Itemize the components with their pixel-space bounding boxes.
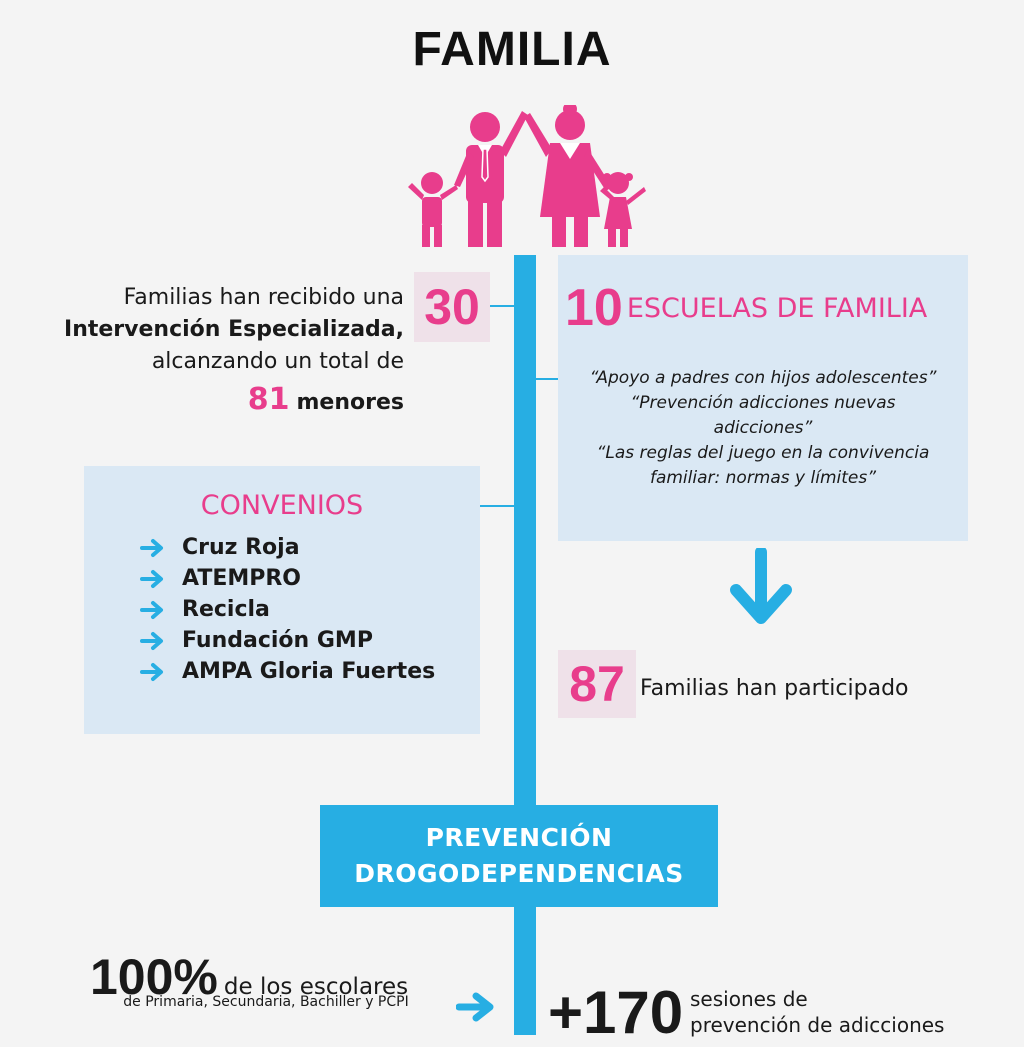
arrow-right-icon <box>140 662 166 682</box>
arrow-right-icon <box>140 631 166 651</box>
escuelas-quote: “Prevención adicciones nuevas <box>630 393 896 413</box>
arrow-right-icon <box>140 569 166 589</box>
prevencion-banner <box>320 805 718 907</box>
escolares-sub: de Primaria, Secundaria, Bachiller y PCPI <box>123 994 409 1010</box>
arrow-right-icon <box>140 538 166 558</box>
sesiones-line2: prevención de adicciones <box>690 1013 945 1037</box>
intervention-line3: alcanzando un total de <box>151 349 404 374</box>
list-item <box>140 625 435 656</box>
escuelas-label: ESCUELAS DE FAMILIA <box>626 292 928 324</box>
escuelas-quote: “Apoyo a padres con hijos adolescentes” <box>589 368 937 388</box>
sesiones-label <box>690 986 944 1038</box>
convenio-name: Fundación GMP <box>182 628 373 653</box>
convenios-list <box>140 532 435 687</box>
participation-label: Familias han participado <box>640 676 909 701</box>
escuelas-quote: familiar: normas y límites” <box>649 468 877 488</box>
convenio-name: Recicla <box>182 597 270 622</box>
intervention-line2: Intervención Especializada, <box>64 317 404 342</box>
sesiones-line1: sesiones de <box>690 987 808 1011</box>
intervention-number: 30 <box>414 272 490 342</box>
intervention-text <box>40 282 404 419</box>
list-item <box>140 532 435 563</box>
prevencion-line1: PREVENCIÓN <box>425 823 613 852</box>
sesiones-number: +170 <box>548 979 684 1046</box>
escuelas-quote: adicciones” <box>713 418 813 438</box>
escuelas-quotes <box>560 366 966 491</box>
escuelas-quote: “Las reglas del juego en la convivencia <box>596 443 930 463</box>
intervention-line1: Familias han recibido una <box>123 285 404 310</box>
family-icon <box>400 105 650 255</box>
escolares-label: de los escolares <box>223 974 409 1000</box>
prevencion-line2: DROGODEPENDENCIAS <box>354 859 684 888</box>
connector-convenios <box>480 505 514 507</box>
escuelas-number: 10 <box>565 279 623 337</box>
minors-label: menores <box>296 390 404 415</box>
convenio-name: AMPA Gloria Fuertes <box>182 659 436 684</box>
arrow-down-icon <box>728 548 794 628</box>
participation-number: 87 <box>558 650 636 718</box>
page-title: FAMILIA <box>412 23 612 76</box>
connector-intervention <box>490 305 514 307</box>
list-item <box>140 594 435 625</box>
arrow-right-icon <box>140 600 166 620</box>
convenio-name: Cruz Roja <box>182 535 300 560</box>
connector-escuelas <box>536 378 558 380</box>
list-item <box>140 563 435 594</box>
convenio-name: ATEMPRO <box>182 566 302 591</box>
escuelas-header <box>565 278 965 338</box>
timeline-trunk <box>514 255 536 1035</box>
escolares-percent: 100% <box>90 949 218 1005</box>
convenios-title: CONVENIOS <box>200 490 364 521</box>
minors-number: 81 <box>247 382 290 417</box>
arrow-right-icon <box>456 992 496 1022</box>
list-item <box>140 656 435 687</box>
